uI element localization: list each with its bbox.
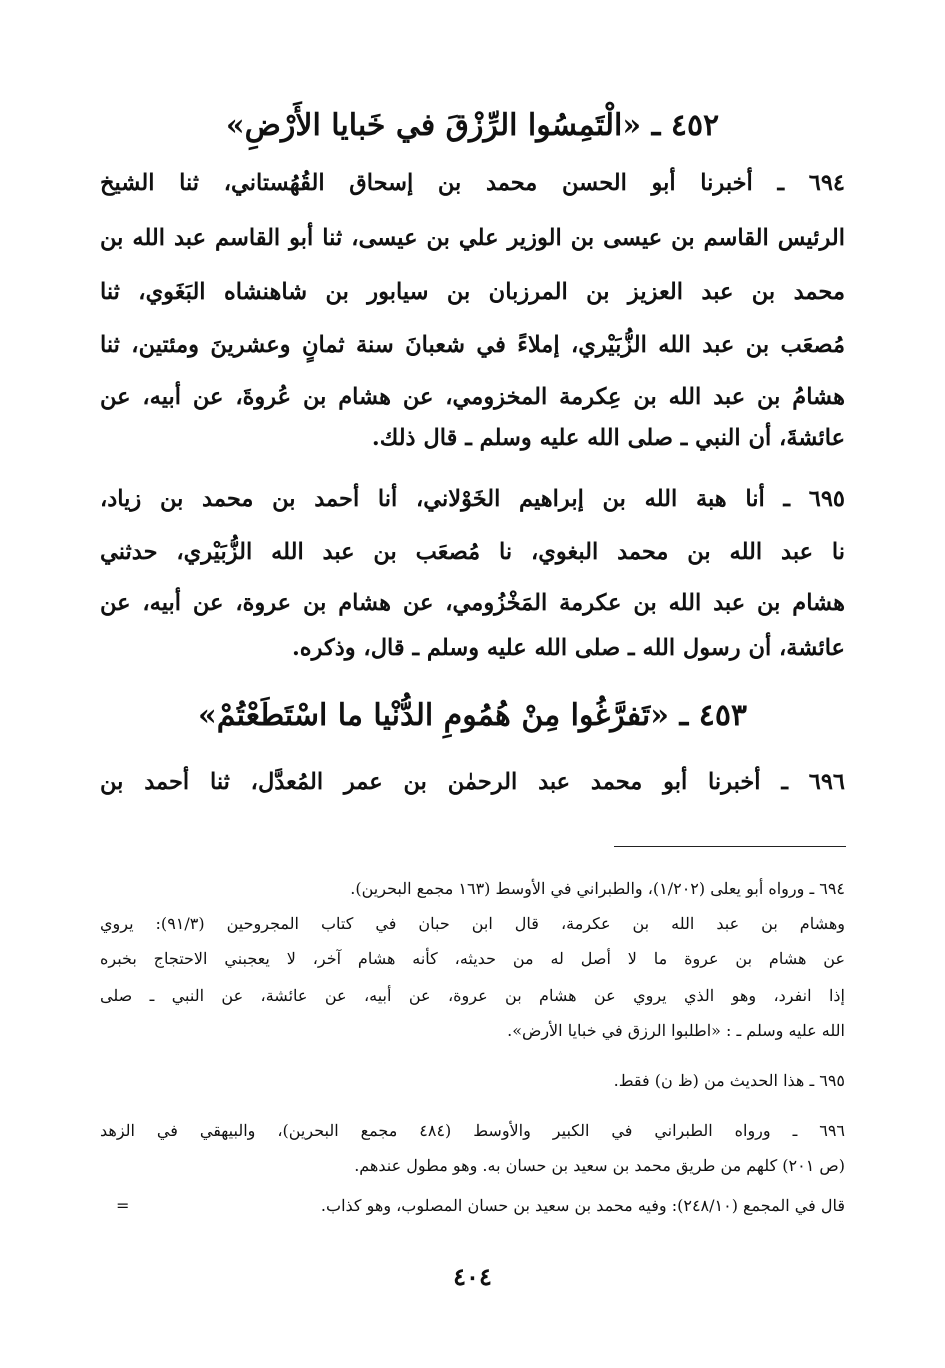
continuation-mark: = — [116, 1196, 130, 1215]
section-heading-452: ٤٥٢ ـ «الْتَمِسُوا الرِّزْقَ في خَبايا الأَرْضِ» — [225, 108, 720, 143]
hadith-694-line-5: هشامُ بن عبد الله بن عِكرمة المخزومي، عن هشام بن عُروةَ، عن أبيه، عن — [100, 384, 845, 410]
hadith-695-line-3: هشام بن عبد الله بن عكرمة المَخْزُومي، عن هشام بن عروة، عن أبيه، عن — [100, 590, 845, 616]
hadith-694-line-4: مُصعَب بن عبد الله الزُّبَيْري، إملاءً في شعبانَ سنة ثمانٍ وعشرينَ ومئتين، ثنا — [100, 332, 845, 358]
footnote-695-line-1: ٦٩٥ ـ هذا الحديث من (ظ ن) فقط. — [613, 1071, 845, 1090]
footnote-694-line-4: إذا انفرد، وهو الذي يروي عن هشام بن عروة، عن أبيه، عن عائشة، عن النبي ـ صلى — [100, 986, 845, 1005]
hadith-694-line-6: عائشةَ، أن النبي ـ صلى الله عليه وسلم ـ قال ذلك. — [371, 425, 845, 451]
hadith-694-line-1: ٦٩٤ ـ أخبرنا أبو الحسن محمد بن إسحاق القُهُستاني، ثنا الشيخ — [100, 170, 845, 196]
hadith-694-line-2: الرئيس القاسم بن عيسى بن الوزير علي بن عيسى، ثنا أبو القاسم عبد الله بن — [100, 225, 845, 251]
footnote-696-line-2: (ص ٢٠١) كلهم من طريق محمد بن سعيد بن حسان به. وهو مطول عندهم. — [354, 1156, 845, 1175]
footnote-696-line-3: قال في المجمع (٢٤٨/١٠): وفيه محمد بن سعيد بن حسان المصلوب، وهو كذاب. — [320, 1196, 845, 1215]
hadith-694-line-3: محمد بن عبد العزيز بن المرزبان بن سيابور بن شاهنشاه البَغَوي، ثنا — [100, 279, 845, 305]
section-heading-453: ٤٥٣ ـ «تَفرَّغُوا مِنْ هُمُومِ الدُّنْيا ما اسْتَطَعْتُمْ» — [197, 698, 748, 733]
hadith-695-line-2: نا عبد الله بن محمد البغوي، نا مُصعَب بن عبد الله الزُّبَيْري، حدثني — [100, 539, 845, 565]
footnote-694-line-1: ٦٩٤ ـ ورواه أبو يعلى (١/٢٠٢)، والطبراني في الأوسط (١٦٣ مجمع البحرين). — [350, 879, 845, 898]
footnote-divider — [614, 846, 846, 847]
hadith-696-line-1: ٦٩٦ ـ أخبرنا أبو محمد عبد الرحمٰن بن عمر المُعدَّل، ثنا أحمد بن — [100, 769, 845, 795]
footnote-694-line-5: الله عليه وسلم ـ : «اطلبوا الرزق في خبايا الأرض». — [507, 1021, 845, 1040]
hadith-695-line-4: عائشة، أن رسول الله ـ صلى الله عليه وسلم ـ قال، وذكره. — [291, 635, 845, 661]
hadith-695-line-1: ٦٩٥ ـ أنا هبة الله بن إبراهيم الخَوْلاني، أنا أحمد بن محمد بن زياد، — [100, 486, 845, 512]
page-number: ٤٠٤ — [453, 1262, 492, 1291]
footnote-694-line-3: عن هشام بن عروة ما لا أصل له من حديثه، كأنه هشام آخر، لا يعجبني الاحتجاج بخبره — [100, 949, 845, 968]
footnote-694-line-2: وهشام بن عبد الله بن عكرمة، قال ابن حبان في كتاب المجروحين (٩١/٣): يروي — [100, 914, 845, 933]
footnote-696-line-1: ٦٩٦ ـ ورواه الطبراني في الكبير والأوسط (٤٨٤ مجمع البحرين)، والبيهقي في الزهد — [100, 1121, 845, 1140]
